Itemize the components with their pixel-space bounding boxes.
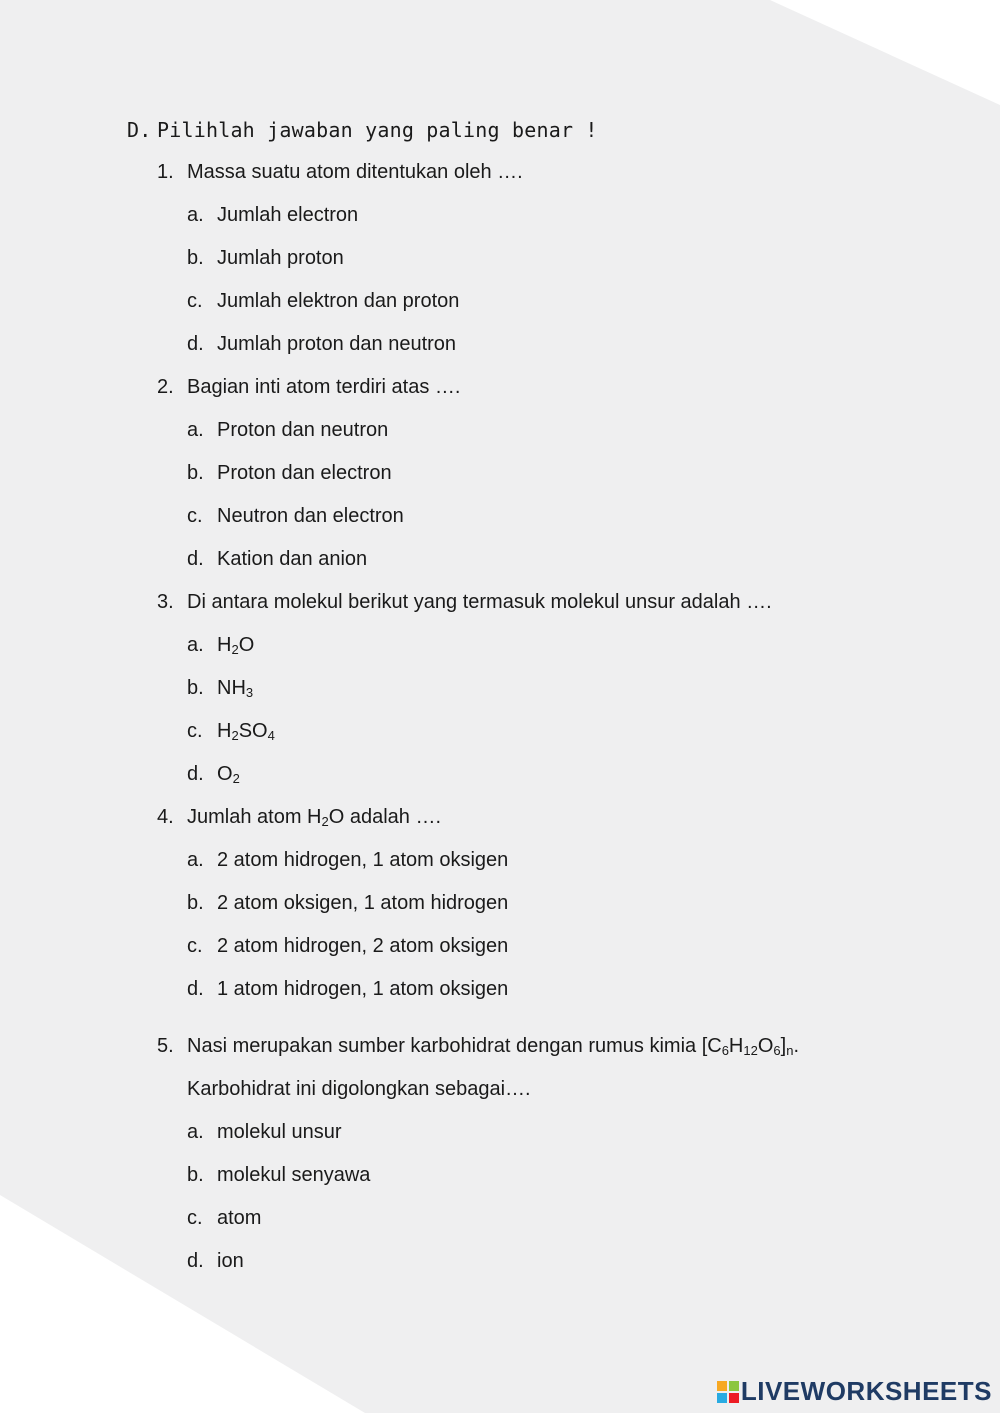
option-text: Proton dan neutron <box>217 419 389 441</box>
option-text: Neutron dan electron <box>217 505 404 527</box>
answer-option[interactable] <box>187 504 404 528</box>
answer-option[interactable] <box>187 977 508 1001</box>
option-text <box>217 634 254 656</box>
text-segment: Nasi merupakan sumber karbohidrat dengan rumus kimia [C <box>187 1035 722 1057</box>
option-text: 2 atom hidrogen, 1 atom oksigen <box>217 849 509 871</box>
answer-option[interactable] <box>187 676 253 700</box>
answer-option[interactable] <box>187 246 344 270</box>
question-3 <box>157 590 772 614</box>
option-text: Jumlah electron <box>217 204 359 226</box>
question-text: Di antara molekul berikut yang termasuk molekul unsur adalah …. <box>187 591 772 613</box>
subscript: 6 <box>721 1043 729 1058</box>
option-text <box>217 677 253 699</box>
answer-option[interactable] <box>187 1163 370 1187</box>
option-letter: b. <box>187 247 204 269</box>
question-number: 2. <box>157 376 174 398</box>
option-letter: b. <box>187 677 204 699</box>
option-text: Jumlah proton dan neutron <box>217 333 457 355</box>
option-letter: c. <box>187 720 203 742</box>
answer-option[interactable] <box>187 848 508 872</box>
section-title: Pilihlah jawaban yang paling benar ! <box>157 118 598 142</box>
answer-option[interactable] <box>187 289 459 313</box>
option-text: Jumlah proton <box>217 247 344 269</box>
question-text <box>187 1035 799 1057</box>
option-letter: d. <box>187 548 204 570</box>
option-letter: c. <box>187 935 203 957</box>
option-letter: a. <box>187 849 204 871</box>
liveworksheets-logo <box>717 1376 992 1407</box>
subscript: 12 <box>743 1043 758 1058</box>
option-text: 2 atom hidrogen, 2 atom oksigen <box>217 935 509 957</box>
option-text: molekul unsur <box>217 1121 342 1143</box>
option-letter: b. <box>187 462 204 484</box>
option-text: 1 atom hidrogen, 1 atom oksigen <box>217 978 509 1000</box>
text-segment: Jumlah atom H <box>187 806 322 828</box>
text-segment: O <box>217 763 233 785</box>
option-text: molekul senyawa <box>217 1164 371 1186</box>
subscript: 2 <box>232 771 240 786</box>
option-text: ion <box>217 1250 244 1272</box>
option-text: 2 atom oksigen, 1 atom hidrogen <box>217 892 509 914</box>
text-segment: SO <box>238 720 268 742</box>
question-5 <box>157 1034 799 1058</box>
option-letter: d. <box>187 1250 204 1272</box>
answer-option[interactable] <box>187 934 508 958</box>
option-letter: c. <box>187 1207 203 1229</box>
text-segment: O adalah …. <box>328 806 442 828</box>
answer-option[interactable] <box>187 203 358 227</box>
option-text: Kation dan anion <box>217 548 368 570</box>
text-segment: ] <box>780 1035 787 1057</box>
subscript: 2 <box>231 642 239 657</box>
option-letter: b. <box>187 1164 204 1186</box>
logo-text: LIVEWORKSHEETS <box>740 1376 992 1406</box>
answer-option[interactable] <box>187 1206 261 1230</box>
answer-option[interactable] <box>187 461 392 485</box>
option-text: Jumlah elektron dan proton <box>217 290 460 312</box>
answer-option[interactable] <box>187 633 254 657</box>
text-segment: H <box>217 634 232 656</box>
answer-option[interactable] <box>187 332 456 356</box>
text-segment: NH <box>217 677 246 699</box>
answer-option[interactable] <box>187 891 508 915</box>
question-text: Bagian inti atom terdiri atas …. <box>187 376 461 398</box>
subscript: 3 <box>245 685 254 700</box>
option-text: atom <box>217 1207 262 1229</box>
question-text: Massa suatu atom ditentukan oleh …. <box>187 161 523 183</box>
question-2 <box>157 375 460 399</box>
question-4 <box>157 805 441 829</box>
option-letter: a. <box>187 419 204 441</box>
option-letter: d. <box>187 333 204 355</box>
answer-option[interactable] <box>187 719 275 743</box>
option-letter: a. <box>187 634 204 656</box>
section-letter: D. <box>127 118 152 142</box>
question-number: 1. <box>157 161 174 183</box>
question-number: 5. <box>157 1035 174 1057</box>
text-segment: O <box>757 1035 774 1057</box>
text-segment: . <box>793 1035 799 1057</box>
answer-option[interactable] <box>187 1120 342 1144</box>
option-letter: a. <box>187 1121 204 1143</box>
subscript: n <box>786 1043 794 1058</box>
option-letter: c. <box>187 505 203 527</box>
subscript: 6 <box>773 1043 781 1058</box>
option-letter: c. <box>187 290 203 312</box>
option-letter: b. <box>187 892 204 914</box>
subscript: 2 <box>321 814 329 829</box>
question-number: 3. <box>157 591 174 613</box>
answer-option[interactable] <box>187 547 367 571</box>
subscript: 2 <box>231 728 239 743</box>
liveworksheets-logo-icon <box>717 1381 739 1403</box>
answer-option[interactable] <box>187 1249 244 1273</box>
option-letter: d. <box>187 763 204 785</box>
answer-option[interactable] <box>187 418 388 442</box>
text-segment: O <box>238 634 255 656</box>
text-segment: H <box>217 720 232 742</box>
question-continuation: Karbohidrat ini digolongkan sebagai…. <box>187 1078 531 1100</box>
question-text <box>187 806 441 828</box>
option-letter: a. <box>187 204 204 226</box>
text-segment: H <box>728 1035 744 1057</box>
answer-option[interactable] <box>187 762 240 786</box>
question-1 <box>157 160 523 184</box>
option-letter: d. <box>187 978 204 1000</box>
section-heading <box>127 118 598 142</box>
option-text <box>217 763 240 785</box>
option-text <box>217 720 275 742</box>
subscript: 4 <box>267 728 275 743</box>
question-number: 4. <box>157 806 174 828</box>
option-text: Proton dan electron <box>217 462 392 484</box>
